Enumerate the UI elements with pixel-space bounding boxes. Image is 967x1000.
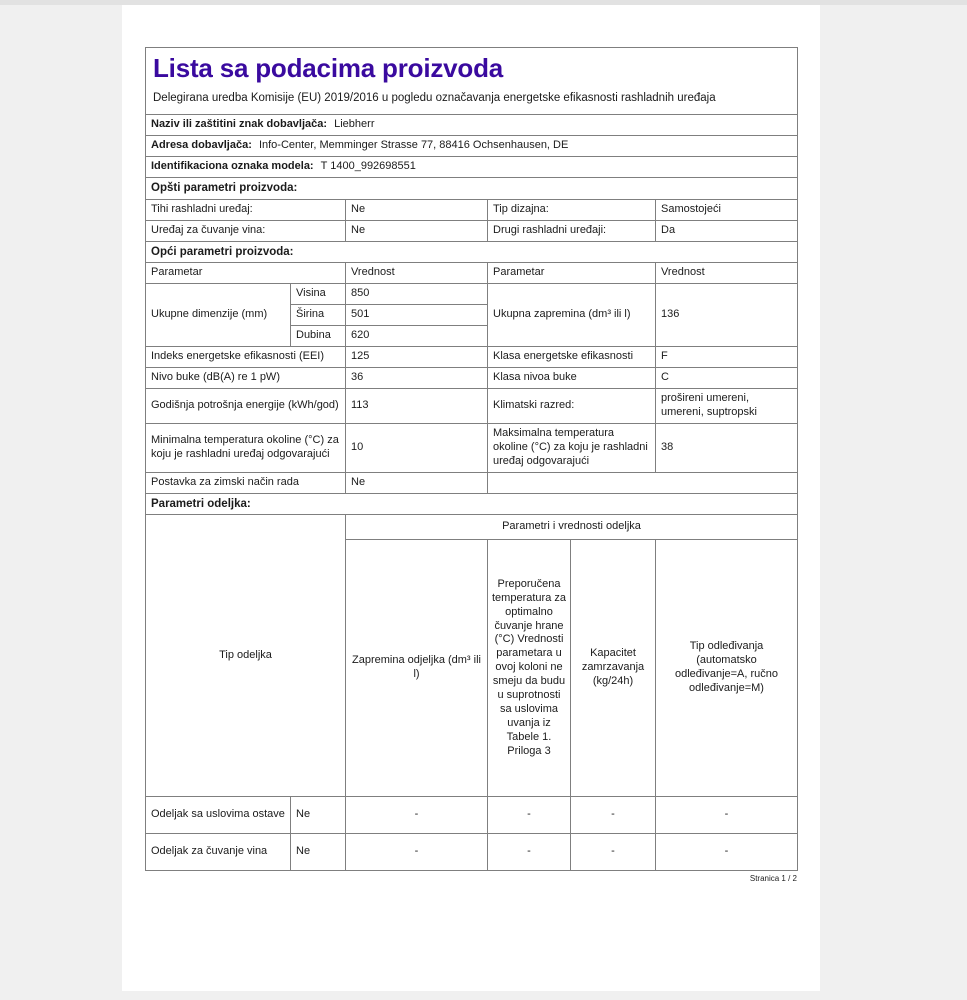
compartment-type-column-header: Tip odeljka: [146, 515, 346, 797]
compartment-present: Ne: [291, 834, 346, 871]
dimensions-label: Ukupne dimenzije (mm): [146, 284, 291, 347]
param-label: Postavka za zimski način rada: [146, 472, 346, 493]
supplier-name-label: Naziv ili zaštitini znak dobavljača:: [151, 118, 328, 131]
model-id-label: Identifikaciona oznaka modela:: [151, 160, 314, 173]
compartment-value: -: [346, 797, 488, 834]
column-header: Vrednost: [656, 263, 798, 284]
param-label: Klimatski razred:: [488, 389, 656, 424]
general-section-header-row: [146, 178, 798, 200]
dimensions-row: [146, 284, 798, 305]
common-section-header-row: [146, 241, 798, 263]
compartment-row: [146, 834, 798, 871]
common-section-header: Opći parametri proizvoda:: [146, 241, 798, 263]
compartment-row: [146, 797, 798, 834]
compartment-value: -: [656, 797, 798, 834]
param-value: Da: [656, 220, 798, 241]
table-row: [146, 368, 798, 389]
compartment-group-header: Parametri i vrednosti odeljka: [346, 515, 798, 540]
dimension-sub-label: Visina: [291, 284, 346, 305]
model-id-value: T 1400_992698551: [320, 160, 416, 173]
title-row: [146, 48, 798, 115]
param-label: Tip dizajna:: [488, 199, 656, 220]
param-label: Nivo buke (dB(A) re 1 pW): [146, 368, 346, 389]
param-value: F: [656, 347, 798, 368]
dimension-sub-value: 501: [346, 305, 488, 326]
supplier-address-value: Info-Center, Memminger Strasse 77, 88416 Ochsenhausen, DE: [258, 139, 569, 152]
param-value: prošireni umereni, umereni, suptropski: [656, 389, 798, 424]
table-row: [146, 220, 798, 241]
param-label: Minimalna temperatura okoline (°C) za koju je rashladni uređaj odgovarajući: [146, 423, 346, 472]
table-row: [146, 199, 798, 220]
param-value: C: [656, 368, 798, 389]
general-section-header: Opšti parametri proizvoda:: [146, 178, 798, 200]
param-label: Indeks energetske efikasnosti (EEI): [146, 347, 346, 368]
compartment-type: Odeljak sa uslovima ostave: [146, 797, 291, 834]
model-id-row: [146, 157, 798, 178]
table-row: [146, 423, 798, 472]
column-header: Tip odleđivanja (automatsko odleđivanje=A, ručno odleđivanje=M): [656, 540, 798, 797]
supplier-name-value: Liebherr: [334, 118, 375, 131]
page-title: Lista sa podacima proizvoda: [153, 53, 504, 83]
supplier-address-label: Adresa dobavljača:: [151, 139, 252, 152]
param-value: Samostojeći: [656, 199, 798, 220]
compartment-value: -: [488, 797, 571, 834]
compartment-section-header-row: [146, 493, 798, 515]
param-label: Maksimalna temperatura okoline (°C) za koju je rashladni uređaj odgovarajući: [488, 423, 656, 472]
column-header-row: [146, 263, 798, 284]
compartment-value: -: [571, 797, 656, 834]
param-value: 36: [346, 368, 488, 389]
table-row: [146, 389, 798, 424]
param-label: Godišnja potrošnja energije (kWh/god): [146, 389, 346, 424]
column-header: Parametar: [488, 263, 656, 284]
param-label: Ukupna zapremina (dm³ ili l): [488, 284, 656, 347]
table-row: [146, 347, 798, 368]
dimension-sub-value: 620: [346, 326, 488, 347]
column-header: Parametar: [146, 263, 346, 284]
dimension-sub-value: 850: [346, 284, 488, 305]
compartment-section-header: Parametri odeljka:: [146, 493, 798, 515]
compartment-value: -: [346, 834, 488, 871]
compartment-value: -: [571, 834, 656, 871]
column-header: Preporučena temperatura za optimalno čuvanje hrane (°C) Vrednosti parametara u ovoj koloni ne smeju da budu u suprotnosti sa uslovima uvanja iz Tabele 1. Priloga 3: [488, 540, 571, 797]
compartment-value: -: [656, 834, 798, 871]
param-label: Uređaj za čuvanje vina:: [146, 220, 346, 241]
param-label: Klasa energetske efikasnosti: [488, 347, 656, 368]
dimension-sub-label: Dubina: [291, 326, 346, 347]
column-header: Vrednost: [346, 263, 488, 284]
param-label: Tihi rashladni uređaj:: [146, 199, 346, 220]
param-value: 113: [346, 389, 488, 424]
supplier-address-row: [146, 136, 798, 157]
column-header: Kapacitet zamrzavanja (kg/24h): [571, 540, 656, 797]
param-value: 10: [346, 423, 488, 472]
product-fiche-table: [145, 47, 798, 871]
compartment-present: Ne: [291, 797, 346, 834]
document-page: [122, 5, 820, 991]
product-fiche: [145, 47, 797, 883]
compartment-type: Odeljak za čuvanje vina: [146, 834, 291, 871]
param-value: 125: [346, 347, 488, 368]
param-label: Drugi rashladni uređaji:: [488, 220, 656, 241]
supplier-name-row: [146, 115, 798, 136]
param-value: Ne: [346, 199, 488, 220]
compartment-value: -: [488, 834, 571, 871]
dimension-sub-label: Širina: [291, 305, 346, 326]
param-value: 136: [656, 284, 798, 347]
param-label: Klasa nivoa buke: [488, 368, 656, 389]
column-header: Zapremina odjeljka (dm³ ili l): [346, 540, 488, 797]
param-value: Ne: [346, 472, 488, 493]
compartment-group-header-row: [146, 515, 798, 540]
param-value: 38: [656, 423, 798, 472]
page-number: Stranica 1 / 2: [749, 874, 797, 884]
page-subtitle: Delegirana uredba Komisije (EU) 2019/2016 u pogledu označavanja energetske efikasnosti rashladnih uređaja: [153, 91, 716, 104]
param-value: Ne: [346, 220, 488, 241]
winter-mode-row: [146, 472, 798, 493]
empty-cell: [488, 472, 798, 493]
